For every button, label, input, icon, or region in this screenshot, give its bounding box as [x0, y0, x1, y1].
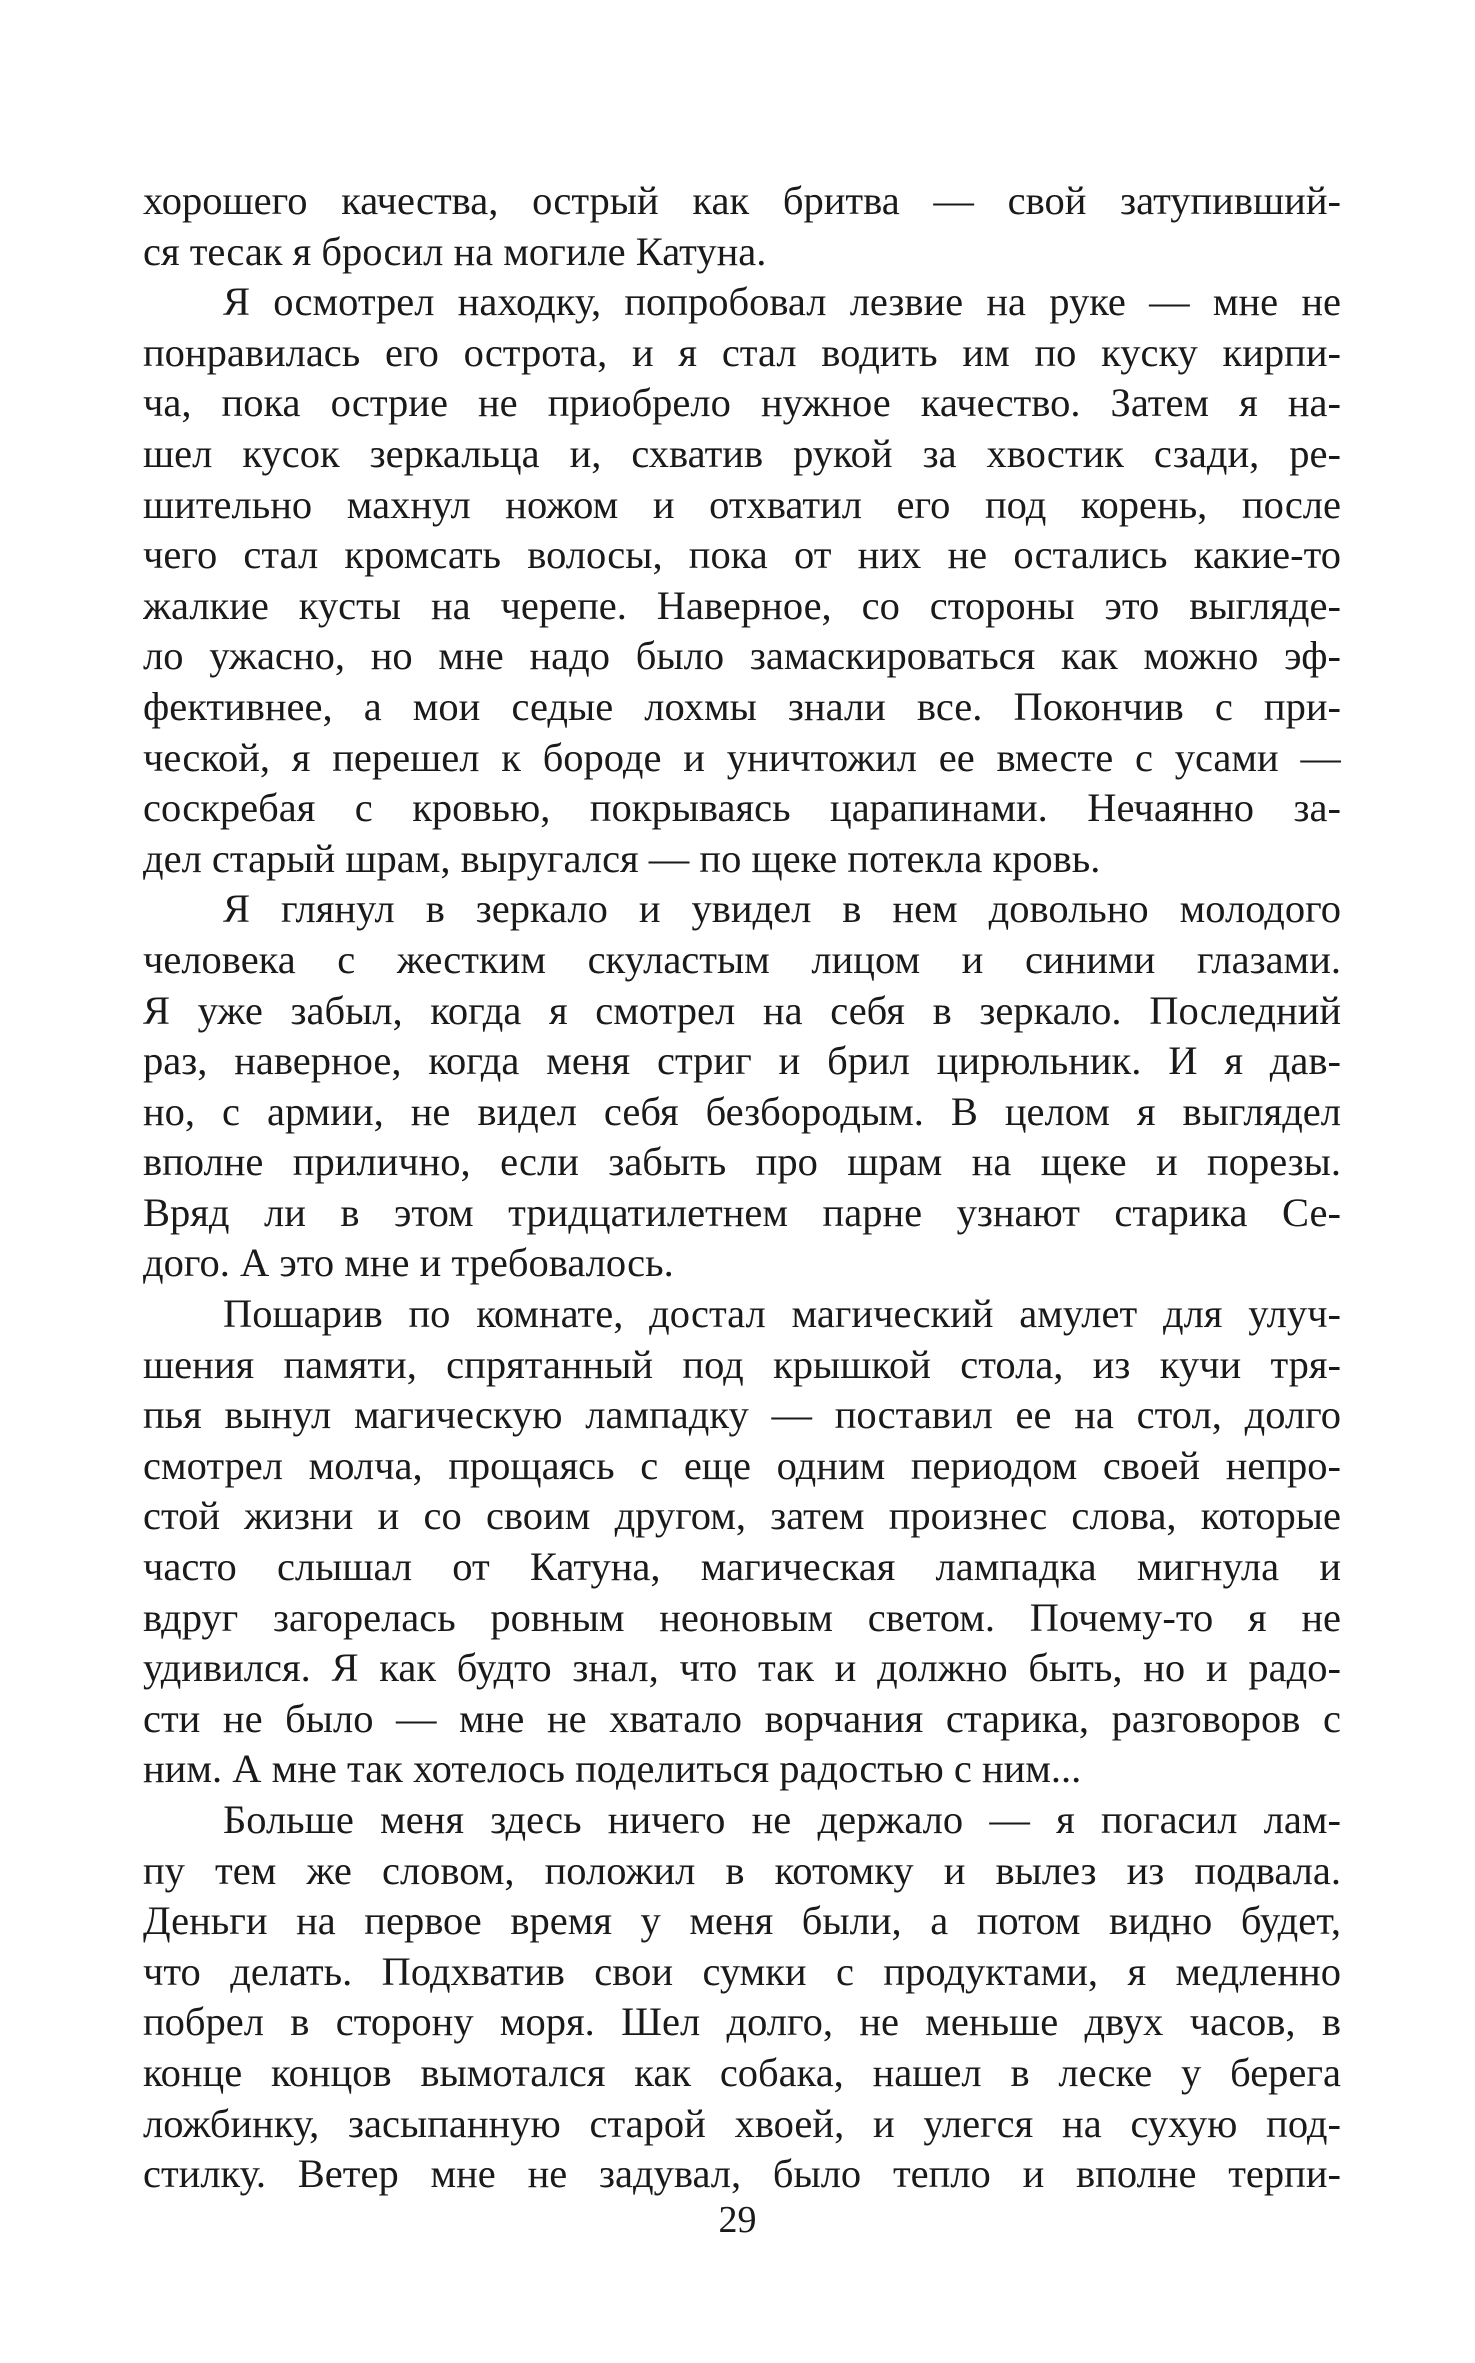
text-line: ним. А мне так хотелось поделиться радостью с ним... [143, 1746, 1082, 1792]
text-line: часто слышал от Катуна, магическая лампадка мигнула и [143, 1544, 1341, 1590]
text-line: что делать. Подхватив свои сумки с продуктами, я медленно [143, 1948, 1341, 1994]
text-line: Я глянул в зеркало и увидел в нем довольно молодого [223, 886, 1341, 932]
text-line: стой жизни и со своим другом, затем произнес слова, которые [143, 1493, 1341, 1539]
text-line: Деньги на первое время у меня были, а потом видно будет, [143, 1898, 1341, 1944]
text-line: Больше меня здесь ничего не держало — я погасил лам- [223, 1797, 1341, 1842]
text-line: сти не было — мне не хватало ворчания старика, разговоров с [143, 1695, 1341, 1741]
text-line: шительно махнул ножом и отхватил его под корень, после [143, 481, 1341, 527]
body-text [143, 176, 1341, 2200]
text-line: шел кусок зеркальца и, схватив рукой за хвостик сзади, ре- [143, 430, 1341, 476]
text-line: ча, пока острие не приобрело нужное качество. Затем я на- [143, 380, 1341, 426]
text-line: ло ужасно, но мне надо было замаскироваться как можно эф- [143, 633, 1341, 679]
text-line: пья вынул магическую лампадку — поставил ее на стол, долго [143, 1392, 1341, 1438]
text-line: но, с армии, не видел себя безбородым. В целом я выглядел [143, 1088, 1341, 1134]
text-line: вдруг загорелась ровным неоновым светом. Почему-то я не [143, 1594, 1341, 1640]
text-line: хорошего качества, острый как бритва — свой затупивший- [143, 178, 1341, 223]
text-line: человека с жестким скуластым лицом и синими глазами. [143, 936, 1341, 982]
text-line: шения памяти, спрятанный под крышкой стола, из кучи тря- [143, 1341, 1341, 1387]
text-line: дого. А это мне и требовалось. [143, 1240, 674, 1286]
text-line: жалкие кусты на черепе. Наверное, со стороны это выгляде- [143, 582, 1341, 628]
text-line: конце концов вымотался как собака, нашел в леске у берега [143, 2049, 1341, 2095]
text-line: ческой, я перешел к бороде и уничтожил ее вместе с усами — [143, 734, 1341, 780]
text-line: ся тесак я бросил на могиле Катуна. [143, 228, 767, 274]
text-line: чего стал кромсать волосы, пока от них не остались какие-то [143, 532, 1341, 578]
text-line: побрел в сторону моря. Шел долго, не меньше двух часов, в [143, 1999, 1341, 2045]
text-line: пу тем же словом, положил в котомку и вылез из подвала. [143, 1847, 1341, 1893]
text-line: раз, наверное, когда меня стриг и брил цирюльник. И я дав- [143, 1038, 1341, 1084]
text-line: фективнее, а мои седые лохмы знали все. Покончив с при- [143, 683, 1341, 729]
text-line: Я уже забыл, когда я смотрел на себя в зеркало. Последний [143, 987, 1341, 1033]
text-line: стилку. Ветер мне не задувал, было тепло и вполне терпи- [143, 2151, 1341, 2197]
text-line: Вряд ли в этом тридцатилетнем парне узнают старика Се- [143, 1189, 1341, 1235]
text-line: Пошарив по комнате, достал магический амулет для улуч- [223, 1291, 1341, 1337]
text-line: вполне прилично, если забыть про шрам на щеке и порезы. [143, 1139, 1341, 1185]
text-line: соскребая с кровью, покрываясь царапинами. Нечаянно за- [143, 785, 1341, 831]
text-line: удивился. Я как будто знал, что так и должно быть, но и радо- [143, 1645, 1341, 1691]
text-line: Я осмотрел находку, попробовал лезвие на руке — мне не [223, 279, 1341, 325]
text-line: ложбинку, засыпанную старой хвоей, и улегся на сухую под- [143, 2100, 1341, 2146]
text-line: дел старый шрам, выругался — по щеке потекла кровь. [143, 835, 1101, 881]
page-number: 29 [718, 2199, 757, 2241]
text-line: смотрел молча, прощаясь с еще одним периодом своей непро- [143, 1442, 1341, 1488]
text-line: понравилась его острота, и я стал водить им по куску кирпи- [143, 329, 1341, 375]
